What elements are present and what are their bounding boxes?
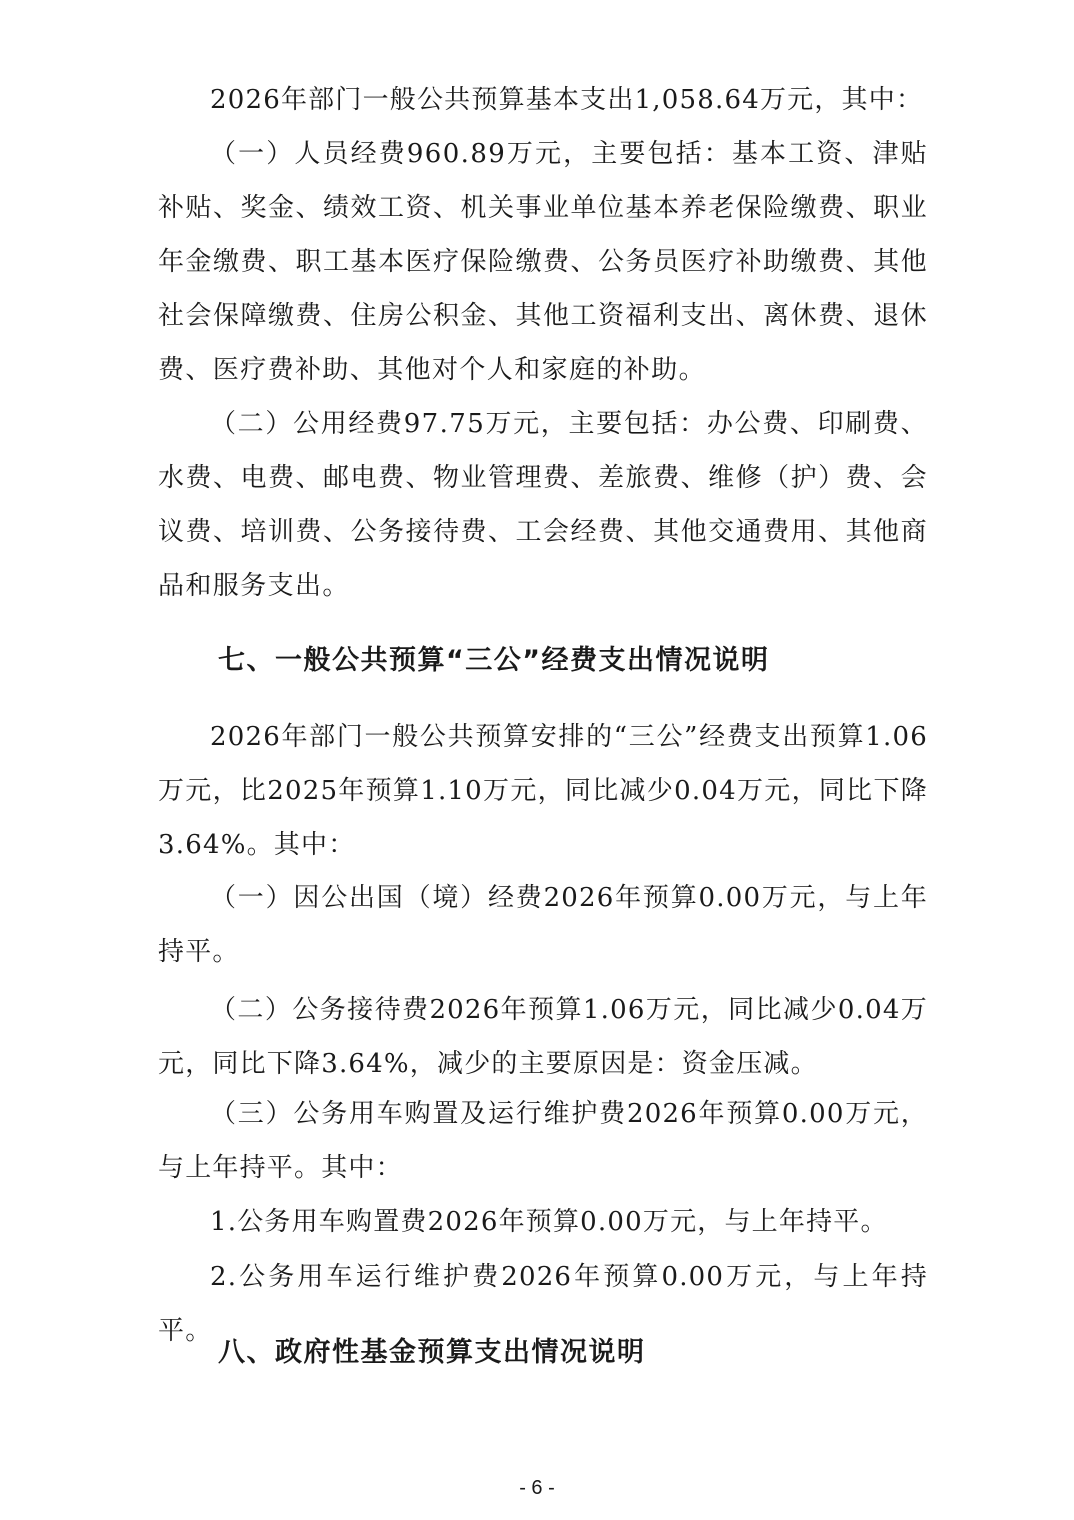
paragraph-overseas-travel: （一）因公出国（境）经费2026年预算0.00万元，与上年持平。: [158, 883, 928, 967]
paragraph-official-vehicles: （三）公务用车购置及运行维护费2026年预算0.00万元，与上年持平。其中：: [158, 1099, 928, 1183]
paragraph-public-expenses: （二）公用经费97.75万元，主要包括：办公费、印刷费、水费、电费、邮电费、物业管理费、差旅费、维修（护）费、会议费、培训费、公务接待费、工会经费、其他交通费用、其他商品和服务支出。: [158, 409, 928, 601]
section-heading-three-public-expenses: 七、一般公共预算“三公”经费支出情况说明: [218, 645, 770, 676]
paragraph-vehicle-operation: 2.公务用车运行维护费2026年预算0.00万元，与上年持平。: [158, 1262, 928, 1346]
paragraph-personnel-expenses: （一）人员经费960.89万元，主要包括：基本工资、津贴补贴、奖金、绩效工资、机关事业单位基本养老保险缴费、职业年金缴费、职工基本医疗保险缴费、公务员医疗补助缴费、其他社会保障缴费、住房公积金、其他工资福利支出、离休费、退休费、医疗费补助、其他对个人和家庭的补助。: [158, 139, 928, 385]
paragraph-official-reception: （二）公务接待费2026年预算1.06万元，同比减少0.04万元，同比下降3.64%，减少的主要原因是：资金压减。: [158, 995, 928, 1079]
paragraph-vehicle-purchase: 1.公务用车购置费2026年预算0.00万元，与上年持平。: [210, 1207, 888, 1237]
section-heading-government-fund: 八、政府性基金预算支出情况说明: [218, 1337, 646, 1368]
page-number: - 6 -: [519, 1477, 555, 1499]
paragraph-three-public-summary: 2026年部门一般公共预算安排的“三公”经费支出预算1.06万元，比2025年预算1.10万元，同比减少0.04万元，同比下降3.64%。其中：: [158, 722, 928, 860]
paragraph-basic-expenditure-summary: 2026年部门一般公共预算基本支出1,058.64万元，其中：: [210, 85, 924, 115]
